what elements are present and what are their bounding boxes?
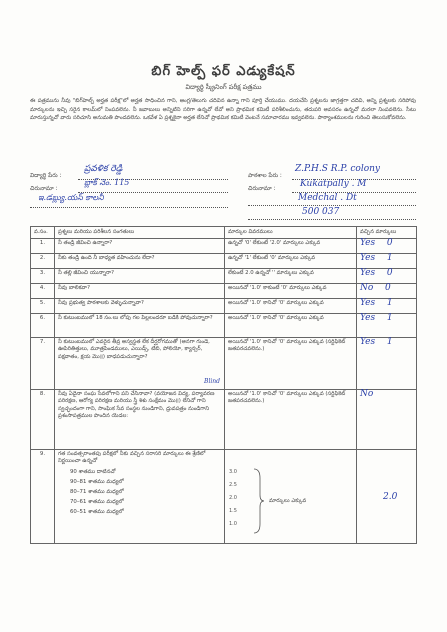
row-score: [357, 389, 417, 449]
row-score: [357, 238, 417, 253]
row-marks-info: అయినచో '1.0' కానిచో '0' మార్కులు ఎక్కువ: [225, 313, 357, 337]
row-question: [55, 449, 225, 543]
handwritten-answer: Yes: [360, 267, 376, 278]
row-question-text: నీ కుటుంబములో ఎవరైన తీవ్ర అస్వస్థత లేక దీర్ఘరోగముతో (అనగా గుండె, ఊపిరితిత్తులు, మూత్రపిండములు, ఎయిడ్స్, టిబి, పోలియో, క్యాన్సర్, పక్షవాతం, క్షయ మొ॥) బాధపడుచున్నారా?: [58, 338, 210, 360]
table-row: [31, 313, 417, 337]
handwritten-answer: Yes: [360, 297, 376, 308]
column-header: వ.సం.: [31, 227, 55, 239]
row-number: 3.: [31, 268, 55, 283]
column-header: వచ్చిన మార్కులు: [357, 227, 417, 239]
student-name-value: ప్రవళిక రెడ్డి: [84, 164, 123, 174]
row-question: నీకు తండ్రి ఉంది నీ బాధ్యత వహించును లేదా?: [55, 253, 225, 268]
handwritten-answer: Yes: [360, 252, 376, 263]
row-number: 1.: [31, 238, 55, 253]
school-address-label: చిరునామా :: [248, 186, 276, 192]
form-subtitle: విద్యార్థి స్క్రీనింగ్ పరీక్ష పత్రము: [185, 83, 262, 91]
student-address-label: చిరునామా :: [30, 186, 58, 192]
row-question: నీ తల్లి జీవించి యున్నారా?: [55, 268, 225, 283]
handwritten-score: 1: [386, 312, 393, 323]
row-number: 8.: [31, 389, 55, 449]
handwritten-answer: Yes: [360, 237, 376, 248]
screening-table: [30, 226, 417, 544]
row-marks-info: అయినచో '1.0' కాకుంటే '0' మార్కులు ఎక్కువ: [225, 283, 357, 298]
column-header: మార్కుల వివరములు: [225, 227, 357, 239]
row-question: నీవు ప్రభుత్వ పాఠశాలకు వెళ్ళుచున్నావా?: [55, 298, 225, 313]
row-number: 2.: [31, 253, 55, 268]
handwritten-answer: No: [360, 388, 374, 399]
handwritten-score: 1: [386, 336, 393, 347]
row-marks-info: [225, 449, 357, 543]
row-score: [357, 298, 417, 313]
row-number: 5.: [31, 298, 55, 313]
row-number: 4.: [31, 283, 55, 298]
row-question: నీవు ఏదైనా సంఘ సేవలోగాని పని చేసినావా? (వయోజన విద్య, పర్యావరణ పరిరక్షణ, ఆరోగ్య పరిరక్షణ మరియు స్త్రీ శిశు సంక్షేమం మొ॥) లేనిచో గాని స్వచ్ఛందంగా గాని, సాంఘిక సేవ సంస్థల నుండిగాని, ధ్రువపత్రం నుండిగాని ప్రశంసాపత్రముల పొందిన యెడల:: [55, 389, 225, 449]
row-marks-info: అయినచో '1.0' కానిచో '0' మార్కులు ఎక్కువ: [225, 298, 357, 313]
row-score: [357, 268, 417, 283]
row-score: [357, 337, 417, 389]
table-row: [31, 268, 417, 283]
school-name-value: Z.P.H.S R.P. colony: [295, 164, 381, 174]
row-number: 9.: [31, 449, 55, 543]
band-score: 1.0: [229, 520, 237, 527]
row-marks-info: లేకుంటే 2.0 ఉన్నచో '' మార్కులు ఎక్కువ: [225, 268, 357, 283]
row-question: నీ కుటుంబములో 18 సం.లు లోపు గల పిల్లలందరూ బడికి పోవుచున్నారా?: [55, 313, 225, 337]
school-address-value: Kukatpally . M: [300, 179, 367, 189]
row-marks-info: ఉన్నచో '1' లేకుంటే '0' మార్కులు ఎక్కువ: [225, 253, 357, 268]
student-address-value: బ్లాక్ నెం. 115: [84, 178, 130, 187]
table-header-row: [31, 227, 417, 239]
student-name-label: విద్యార్థి పేరు :: [30, 173, 62, 179]
handwritten-answer: Yes: [360, 336, 376, 347]
band-marks-note: మార్కులు ఎక్కువ: [269, 497, 307, 504]
handwritten-answer: Yes: [360, 312, 376, 323]
handwritten-note: Blind: [204, 378, 220, 385]
band-score: 2.5: [229, 481, 237, 488]
row-score: [357, 283, 417, 298]
row-score: [357, 449, 417, 543]
form-title: బిగ్ హెల్ప్ ఫర్ ఎడ్యుకేషన్: [151, 64, 296, 79]
handwritten-score: 0: [386, 267, 393, 278]
handwritten-score: 1: [386, 297, 393, 308]
table-row: [31, 253, 417, 268]
band-score: 1.5: [229, 507, 237, 514]
row-marks-info: అయినచో '1.0' కానిచో '0' మార్కులు ఎక్కువ (సర్టిఫికెట్ జతపరచవలెను.): [225, 389, 357, 449]
row-number: 6.: [31, 313, 55, 337]
grade-band: 60–51 శాతము మధ్యలో: [70, 508, 124, 515]
school-address-value-2: Medchal . Dt: [298, 193, 357, 203]
form-instructions: ఈ పత్రమును నీవు "బిగ్‌హెల్ప్ అర్హత పరీక్ష"లో అర్హత సాధించిన గాని, ఆంగ్ల/తెలుగు చదివిన ఉన్నా గాని పూర్తి చేయుము. దయచేసి ప్రశ్నలను జాగ్రత్తగా చదివి, అన్ని ప్రశ్నలకు సరిపోవు మార్కులను ఇచ్చి సరైన కాలమ్‌లో నింపవలెను. నీ జవాబులు అన్నిటిని సరిగా ఉన్నవో లేవో అని ప్రాథమిక కమిటీ పరిశీలించును, తదుపరి అవసరం ఉన్నచో మరలా నింపవలెను. సీటు మారుస్తున్నచో వారు సరిచూసి అనుమతి పొందవలెను. ఒకవేళ ఏ ప్రశ్నకైనా అర్హత లేనిచో ప్రాథమిక కమిటీ వెంటనే సమాచారము ఇవ్వవలెను. పాఠ్యాంశములను గురించి తెలుసుకోవలెను.: [30, 98, 416, 122]
school-address-value-3: 500 037: [302, 207, 340, 217]
row-score: [357, 253, 417, 268]
row-question-text: గత సంవత్సరాంతపు పరీక్షలో నీకు వచ్చిన సరాసరి మార్కులు ఈ శ్రేణిలో నిర్ణయించా ఉన్నచో: [58, 450, 206, 465]
column-header: ప్రశ్నలు మరియు పరిశీలన సంగతులు: [55, 227, 225, 239]
student-address-value-2: ఇ.డబ్ల్యు.యస్ కాలనీ: [38, 193, 104, 202]
school-address-line-2: [248, 205, 416, 206]
grade-band: 90 శాతము దాటినచో: [70, 468, 116, 475]
table-row: [31, 449, 417, 543]
row-question: [55, 337, 225, 389]
school-address-line-3: [248, 219, 416, 220]
school-name-label: పాఠశాల పేరు :: [248, 173, 282, 179]
table-row: [31, 238, 417, 253]
handwritten-score: 1: [386, 252, 393, 263]
table-row: [31, 337, 417, 389]
grade-band: 70–61 శాతము మధ్యలో: [70, 498, 124, 505]
row-question: నీవు బాలికవా?: [55, 283, 225, 298]
row-marks-info: అయినచో '1.0' కానిచో '0' మార్కులు ఎక్కువ (సర్టిఫికెట్ జతపరచవలెను.): [225, 337, 357, 389]
row-marks-info: ఉన్నచో '0' లేకుంటే '2.0' మార్కులు ఎక్కువ: [225, 238, 357, 253]
row-question: నీ తండ్రి జీవించి ఉన్నారా?: [55, 238, 225, 253]
brace-icon: [251, 468, 265, 534]
row-score: [357, 313, 417, 337]
table-row: [31, 283, 417, 298]
grade-band: 90–81 శాతము మధ్యలో: [70, 478, 124, 485]
handwritten-score: 0: [386, 237, 393, 248]
grade-band: 80–71 శాతము మధ్యలో: [70, 488, 124, 495]
handwritten-score: 0: [385, 282, 391, 293]
handwritten-answer: No: [360, 282, 374, 293]
table-row: [31, 389, 417, 449]
band-score: 3.0: [229, 468, 237, 475]
student-address-line-2: [30, 207, 228, 208]
row-number: 7.: [31, 337, 55, 389]
table-row: [31, 298, 417, 313]
band-score: 2.0: [229, 494, 237, 501]
handwritten-score: 2.0: [383, 491, 398, 502]
